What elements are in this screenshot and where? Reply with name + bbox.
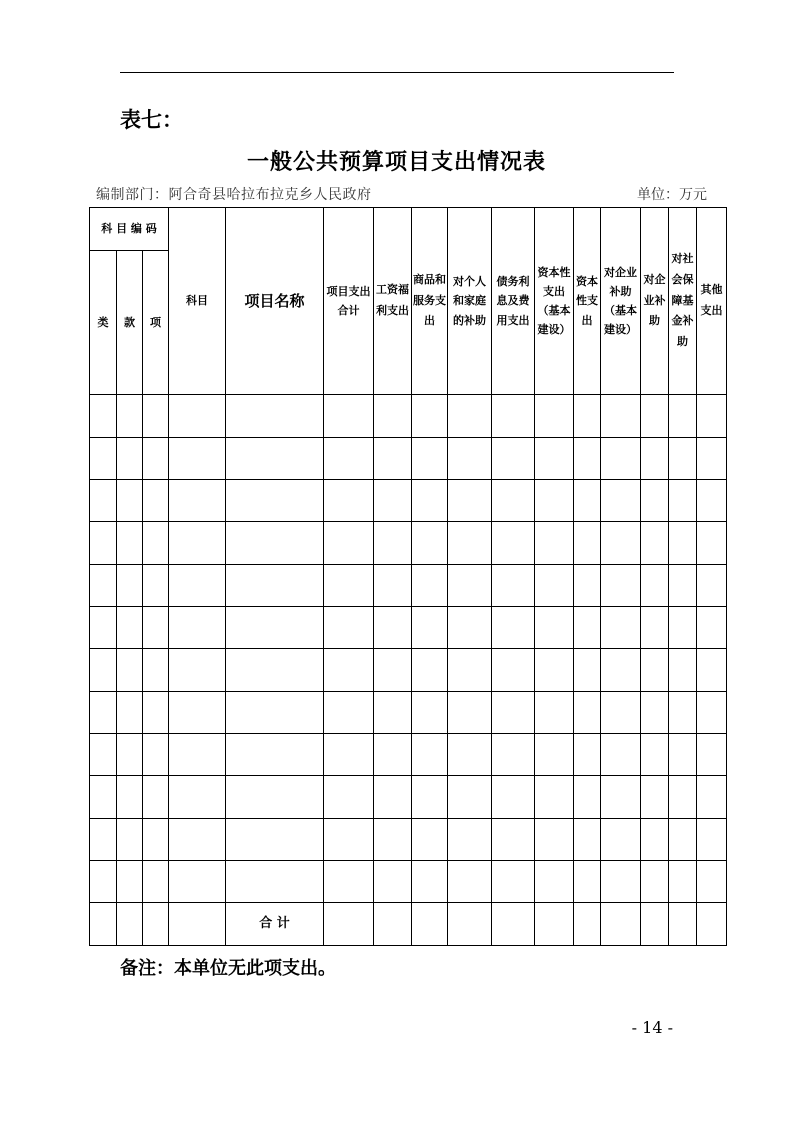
table-cell: [535, 776, 574, 819]
table-cell: [697, 607, 727, 649]
table-cell: [448, 776, 492, 819]
table-cell: [226, 692, 324, 734]
table-cell: [412, 734, 448, 776]
table-cell: [535, 395, 574, 438]
table-cell: [374, 649, 412, 692]
table-cell: [169, 649, 226, 692]
table-cell: [374, 903, 412, 946]
table-cell: [574, 395, 601, 438]
table-cell: [169, 438, 226, 480]
table-cell: [669, 819, 697, 861]
table-cell: [535, 734, 574, 776]
table-row: [90, 649, 727, 692]
total-expense-header: 项目支出合计: [324, 208, 374, 395]
table-cell: [574, 480, 601, 522]
table-cell: [448, 649, 492, 692]
table-cell: [324, 734, 374, 776]
table-cell: [448, 903, 492, 946]
table-cell: [669, 565, 697, 607]
table-cell: [412, 438, 448, 480]
table-cell: [601, 692, 641, 734]
table-cell: [412, 861, 448, 903]
table-cell: [90, 649, 117, 692]
table-cell: [574, 438, 601, 480]
table-cell: [448, 861, 492, 903]
page-number: - 14 -: [631, 1018, 673, 1037]
table-cell: [535, 522, 574, 565]
table-cell: [324, 395, 374, 438]
table-cell: [143, 819, 169, 861]
table-cell: [448, 819, 492, 861]
table-cell: [143, 903, 169, 946]
table-cell: [412, 903, 448, 946]
table-cell: [143, 438, 169, 480]
table-cell: [697, 861, 727, 903]
table-cell: [117, 438, 143, 480]
table-cell: [143, 776, 169, 819]
table-cell: [90, 734, 117, 776]
table-cell: [601, 903, 641, 946]
table-cell: [448, 522, 492, 565]
table-cell: [143, 565, 169, 607]
table-cell: [374, 438, 412, 480]
table-row: [90, 395, 727, 438]
table-cell: [90, 438, 117, 480]
table-cell: [169, 776, 226, 819]
header-row-1: [90, 208, 727, 251]
table-cell: [90, 395, 117, 438]
table-cell: [641, 903, 669, 946]
table-cell: [169, 480, 226, 522]
table-cell: [601, 438, 641, 480]
table-cell: [641, 395, 669, 438]
subject-header: 科目: [169, 208, 226, 395]
table-row: [90, 607, 727, 649]
table-cell: [641, 692, 669, 734]
project-name-header: 项目名称: [226, 208, 324, 395]
table-cell: [492, 861, 535, 903]
table-cell: [697, 395, 727, 438]
table-cell: [90, 861, 117, 903]
table-row: [90, 480, 727, 522]
enterprise-subsidy-construction-header: 对企业补助（基本建设）: [601, 208, 641, 395]
table-cell: [492, 819, 535, 861]
table-cell: [226, 438, 324, 480]
table-cell: [492, 692, 535, 734]
table-cell: [412, 607, 448, 649]
table-cell: [412, 395, 448, 438]
table-number-label: 表七：: [120, 107, 183, 132]
table-cell: [374, 734, 412, 776]
table-cell: [117, 903, 143, 946]
table-cell: [601, 861, 641, 903]
table-cell: [601, 649, 641, 692]
table-cell: [226, 607, 324, 649]
table-cell: [374, 565, 412, 607]
table-cell: [90, 776, 117, 819]
table-cell: [324, 692, 374, 734]
table-cell: [641, 734, 669, 776]
table-cell: [574, 861, 601, 903]
table-cell: [697, 903, 727, 946]
table-cell: [448, 607, 492, 649]
table-cell: [574, 819, 601, 861]
table-cell: [697, 522, 727, 565]
table-row: [90, 565, 727, 607]
table-cell: [535, 438, 574, 480]
table-cell: [492, 565, 535, 607]
table-cell: [448, 565, 492, 607]
table-cell: [535, 565, 574, 607]
preparing-department: 编制部门：阿合奇县哈拉布拉克乡人民政府: [96, 187, 372, 203]
table-cell: [324, 607, 374, 649]
table-cell: [374, 692, 412, 734]
table-cell: [697, 692, 727, 734]
table-cell: [641, 819, 669, 861]
individual-household-subsidy-header: 对个人和家庭的补助: [448, 208, 492, 395]
table-cell: [117, 395, 143, 438]
table-cell: [226, 522, 324, 565]
table-cell: [374, 395, 412, 438]
page-title: 一般公共预算项目支出情况表: [246, 149, 546, 175]
table-cell: [574, 903, 601, 946]
table-cell: [601, 607, 641, 649]
table-cell: [492, 395, 535, 438]
table-cell: [574, 692, 601, 734]
table-cell: [324, 903, 374, 946]
table-cell: [226, 734, 324, 776]
table-cell: [412, 480, 448, 522]
table-cell: [169, 861, 226, 903]
table-cell: [601, 734, 641, 776]
table-cell: [117, 649, 143, 692]
table-cell: [669, 903, 697, 946]
code-section-header: 款: [117, 251, 143, 395]
table-cell: [601, 776, 641, 819]
table-cell: [641, 649, 669, 692]
table-cell: [226, 480, 324, 522]
table-cell: [90, 565, 117, 607]
table-cell: [374, 776, 412, 819]
table-cell: [412, 776, 448, 819]
table-cell: [574, 565, 601, 607]
table-cell: [535, 861, 574, 903]
table-row: [90, 734, 727, 776]
table-cell: [226, 649, 324, 692]
table-cell: [641, 607, 669, 649]
code-group-header: 科 目 编 码: [90, 208, 169, 251]
table-cell: [169, 607, 226, 649]
table-cell: [641, 776, 669, 819]
table-cell: [324, 819, 374, 861]
table-cell: [669, 649, 697, 692]
table-cell: [143, 607, 169, 649]
table-cell: [492, 438, 535, 480]
table-cell: [601, 522, 641, 565]
table-cell: [448, 438, 492, 480]
table-cell: [412, 649, 448, 692]
table-cell: [492, 776, 535, 819]
table-cell: [601, 395, 641, 438]
table-cell: [169, 395, 226, 438]
table-cell: [574, 522, 601, 565]
table-cell: [669, 692, 697, 734]
table-cell: [117, 819, 143, 861]
table-cell: [697, 438, 727, 480]
table-cell: [324, 565, 374, 607]
table-row: [90, 522, 727, 565]
table-cell: [669, 522, 697, 565]
table-cell: [492, 903, 535, 946]
table-cell: [448, 692, 492, 734]
social-security-fund-subsidy-header: 对社会保障基金补助: [669, 208, 697, 395]
table-cell: [169, 819, 226, 861]
table-cell: [448, 395, 492, 438]
table-cell: [324, 776, 374, 819]
table-cell: [412, 692, 448, 734]
goods-services-header: 商品和服务支出: [412, 208, 448, 395]
table-cell: [374, 861, 412, 903]
table-cell: [641, 565, 669, 607]
table-cell: [374, 522, 412, 565]
table-cell: [117, 692, 143, 734]
table-cell: [448, 734, 492, 776]
other-expense-header: 其他支出: [697, 208, 727, 395]
code-item-header: 项: [143, 251, 169, 395]
top-rule: [120, 72, 674, 73]
table-cell: [90, 522, 117, 565]
table-cell: [601, 565, 641, 607]
table-cell: [669, 480, 697, 522]
table-cell: [641, 861, 669, 903]
table-cell: [669, 734, 697, 776]
table-cell: [324, 649, 374, 692]
table-cell: [669, 438, 697, 480]
table-cell: [324, 438, 374, 480]
table-cell: [143, 692, 169, 734]
table-cell: [169, 522, 226, 565]
table-cell: [90, 480, 117, 522]
table-cell: [90, 607, 117, 649]
table-cell: [226, 861, 324, 903]
table-cell: [641, 438, 669, 480]
table-cell: [143, 734, 169, 776]
table-row: [90, 692, 727, 734]
table-cell: [492, 607, 535, 649]
table-cell: [90, 903, 117, 946]
table-cell: [535, 692, 574, 734]
table-cell: [117, 565, 143, 607]
table-cell: [535, 480, 574, 522]
table-cell: [117, 776, 143, 819]
expenditure-table: [89, 207, 727, 946]
table-row: [90, 776, 727, 819]
table-cell: [226, 565, 324, 607]
table-cell: [324, 522, 374, 565]
table-cell: [697, 649, 727, 692]
table-cell: [143, 480, 169, 522]
table-cell: [574, 776, 601, 819]
code-class-header: 类: [90, 251, 117, 395]
table-cell: [374, 819, 412, 861]
table-cell: [492, 480, 535, 522]
table-cell: [412, 819, 448, 861]
table-cell: [535, 649, 574, 692]
table-cell: [117, 607, 143, 649]
table-cell: [641, 522, 669, 565]
table-cell: [117, 734, 143, 776]
table-cell: [117, 861, 143, 903]
table-cell: [535, 819, 574, 861]
table-cell: [535, 903, 574, 946]
table-cell: [226, 776, 324, 819]
table-cell: [90, 692, 117, 734]
table-cell: [669, 776, 697, 819]
unit-label: 单位：万元: [637, 187, 707, 203]
remark-note: 备注：本单位无此项支出。: [120, 958, 336, 979]
table-cell: [697, 819, 727, 861]
table-cell: [412, 522, 448, 565]
table-cell: [169, 565, 226, 607]
table-cell: [448, 480, 492, 522]
table-cell: [374, 480, 412, 522]
table-cell: [697, 565, 727, 607]
table-cell: [374, 607, 412, 649]
table-cell: [669, 861, 697, 903]
table-cell: [143, 522, 169, 565]
capital-expense-construction-header: 资本性支出（基本建设）: [535, 208, 574, 395]
table-cell: [117, 522, 143, 565]
table-cell: [492, 649, 535, 692]
table-cell: [143, 649, 169, 692]
table-cell: [117, 480, 143, 522]
table-cell: [412, 565, 448, 607]
table-cell: [492, 734, 535, 776]
table-cell: [169, 903, 226, 946]
table-cell: [574, 649, 601, 692]
table-cell: [697, 734, 727, 776]
table-row: [90, 819, 727, 861]
enterprise-subsidy-header: 对企业补助: [641, 208, 669, 395]
table-cell: [90, 819, 117, 861]
table-cell: [697, 776, 727, 819]
table-cell: [601, 819, 641, 861]
table-cell: [641, 480, 669, 522]
table-cell: [574, 734, 601, 776]
table-cell: [697, 480, 727, 522]
table-cell: [535, 607, 574, 649]
total-label: 合 计: [226, 903, 324, 946]
table-row: [90, 438, 727, 480]
table-cell: [169, 734, 226, 776]
table-cell: [492, 522, 535, 565]
table-row: [90, 861, 727, 903]
table-cell: [324, 861, 374, 903]
table-cell: [574, 607, 601, 649]
table-cell: [669, 607, 697, 649]
table-cell: [226, 395, 324, 438]
wages-welfare-header: 工资福利支出: [374, 208, 412, 395]
table-cell: [669, 395, 697, 438]
table-cell: [143, 861, 169, 903]
table-cell: [601, 480, 641, 522]
capital-expense-header: 资本性支出: [574, 208, 601, 395]
table-cell: [143, 395, 169, 438]
table-cell: [324, 480, 374, 522]
table-cell: [169, 692, 226, 734]
debt-interest-header: 债务利息及费用支出: [492, 208, 535, 395]
table-cell: [226, 819, 324, 861]
total-row: [90, 903, 727, 946]
